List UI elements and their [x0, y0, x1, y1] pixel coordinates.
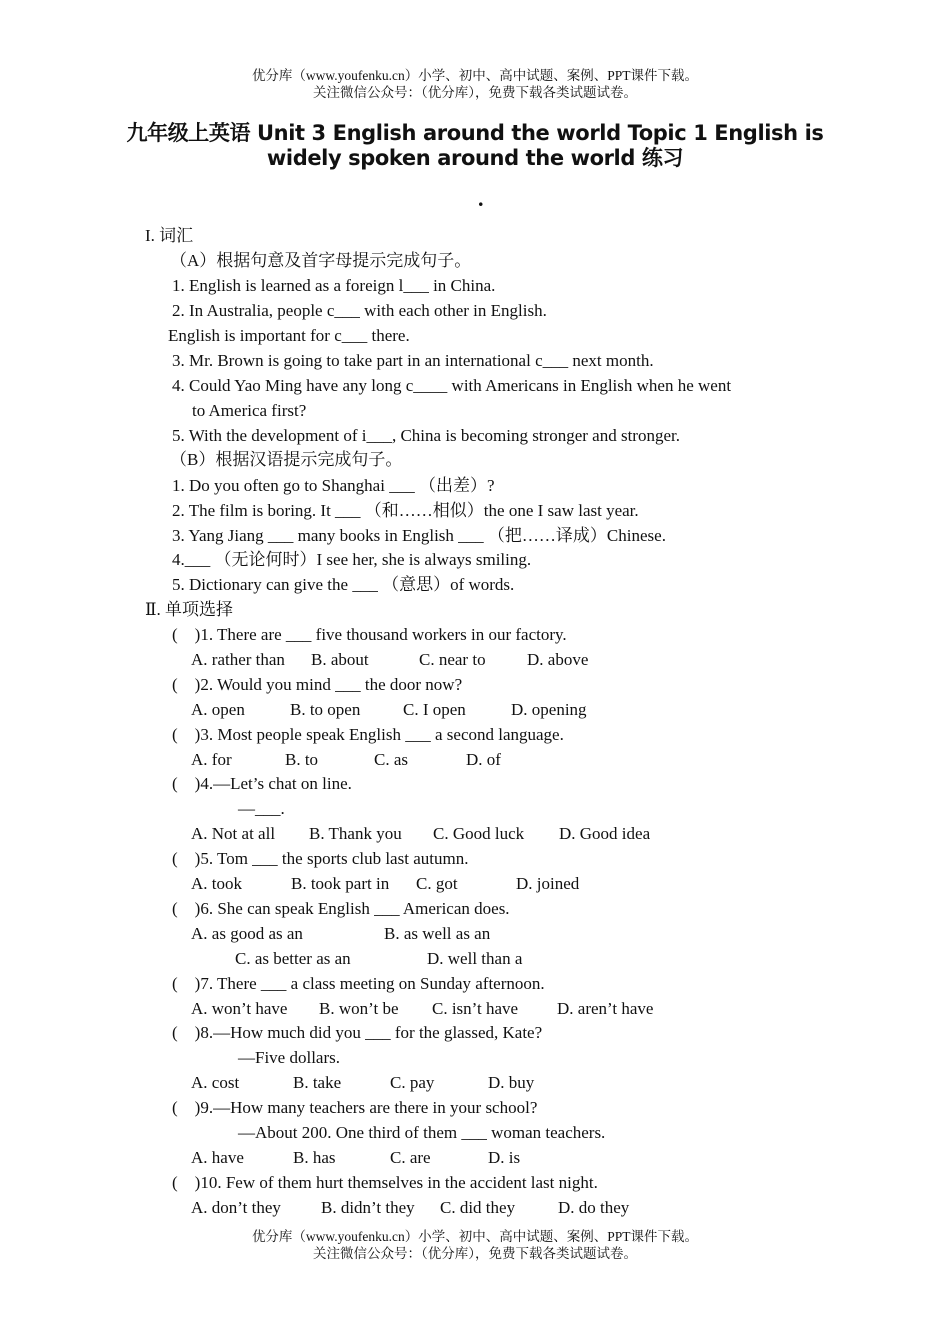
question-9-answer: —About 200. One third of them ___ woman teachers.	[238, 1123, 606, 1142]
q3-option-d: D. of	[466, 750, 501, 769]
q9-option-d: D. is	[488, 1148, 521, 1167]
q3-option-b: B. to	[285, 750, 319, 769]
question-6-stem: ( )6. She can speak English ___ American does.	[172, 899, 510, 918]
q10-option-a: A. don’t they	[191, 1198, 281, 1217]
q1-option-a: A. rather than	[191, 650, 285, 669]
question-1-stem: ( )1. There are ___ five thousand workers in our factory.	[172, 625, 567, 644]
q4-option-d: D. Good idea	[559, 824, 651, 843]
partB-line-5: 5. Dictionary can give the ___ （意思）of words.	[172, 575, 515, 594]
page-footer	[0, 1228, 950, 1262]
q8-option-a: A. cost	[191, 1073, 240, 1092]
question-4-stem: ( )4.—Let’s chat on line.	[172, 774, 352, 793]
q6-option-c: C. as better as an	[235, 949, 351, 968]
footer-line-1: 优分库（www.youfenku.cn）小学、初中、高中试题、案例、PPT课件下载。	[251, 1229, 699, 1244]
question-2-stem: ( )2. Would you mind ___ the door now?	[172, 675, 463, 694]
question-10-stem: ( )10. Few of them hurt themselves in the accident last night.	[172, 1173, 598, 1192]
q3-option-c: C. as	[374, 750, 408, 769]
partB-line-4: 4.___ （无论何时）I see her, she is always smiling.	[172, 550, 532, 569]
q2-option-a: A. open	[191, 700, 245, 719]
page-header	[0, 67, 950, 101]
q9-option-a: A. have	[191, 1148, 244, 1167]
q5-option-b: B. took part in	[291, 874, 390, 893]
q7-option-b: B. won’t be	[319, 999, 399, 1018]
q9-option-b: B. has	[293, 1148, 336, 1167]
question-7-stem: ( )7. There ___ a class meeting on Sunday afternoon.	[172, 974, 545, 993]
partA-heading: （A）根据句意及首字母提示完成句子。	[170, 251, 472, 270]
partA-line-1: 1. English is learned as a foreign l___ in China.	[172, 276, 496, 295]
title-line-1: 九年级上英语 Unit 3 English around the world Topic 1 English is	[126, 121, 824, 145]
q6-option-b: B. as well as an	[384, 924, 491, 943]
partA-line-5: 4. Could Yao Ming have any long c____ with Americans in English when he went	[172, 376, 732, 395]
q6-option-a: A. as good as an	[191, 924, 303, 943]
header-line-2: 关注微信公众号：（优分库），免费下载各类试题试卷。	[313, 85, 637, 100]
q7-option-a: A. won’t have	[191, 999, 288, 1018]
document-title	[100, 121, 850, 171]
title-line-2: widely spoken around the world 练习	[266, 146, 684, 170]
q5-option-a: A. took	[191, 874, 242, 893]
q7-option-c: C. isn’t have	[432, 999, 519, 1018]
q10-option-c: C. did they	[440, 1198, 516, 1217]
q1-option-b: B. about	[311, 650, 369, 669]
q10-option-b: B. didn’t they	[321, 1198, 415, 1217]
q3-option-a: A. for	[191, 750, 232, 769]
partA-line-4: 3. Mr. Brown is going to take part in an international c___ next month.	[172, 351, 654, 370]
q4-option-b: B. Thank you	[309, 824, 402, 843]
partA-line-7: 5. With the development of i___, China is becoming stronger and stronger.	[172, 426, 680, 445]
q5-option-c: C. got	[416, 874, 458, 893]
q1-option-d: D. above	[527, 650, 589, 669]
partB-line-1: 1. Do you often go to Shanghai ___ （出差）?	[172, 476, 495, 495]
q2-option-b: B. to open	[290, 700, 361, 719]
footer-line-2: 关注微信公众号：（优分库），免费下载各类试题试卷。	[313, 1246, 637, 1261]
partB-line-2: 2. The film is boring. It ___ （和……相似）the one I saw last year.	[172, 501, 639, 520]
partA-line-6: to America first?	[192, 401, 307, 420]
partA-line-3: English is important for c___ there.	[168, 326, 410, 345]
title-dot: .	[478, 186, 484, 211]
q10-option-d: D. do they	[558, 1198, 630, 1217]
q7-option-d: D. aren’t have	[557, 999, 654, 1018]
question-3-stem: ( )3. Most people speak English ___ a second language.	[172, 725, 564, 744]
q1-option-c: C. near to	[419, 650, 486, 669]
q8-option-d: D. buy	[488, 1073, 535, 1092]
q2-option-c: C. I open	[403, 700, 466, 719]
question-5-stem: ( )5. Tom ___ the sports club last autumn.	[172, 849, 469, 868]
partB-heading: （B）根据汉语提示完成句子。	[170, 450, 403, 469]
section1-heading: I. 词汇	[145, 226, 194, 245]
q2-option-d: D. opening	[511, 700, 587, 719]
q8-option-c: C. pay	[390, 1073, 435, 1092]
q5-option-d: D. joined	[516, 874, 580, 893]
question-9-stem: ( )9.—How many teachers are there in your school?	[172, 1098, 538, 1117]
q8-option-b: B. take	[293, 1073, 342, 1092]
question-8-answer: —Five dollars.	[238, 1048, 340, 1067]
question-4-answer: —___.	[238, 799, 285, 818]
q4-option-c: C. Good luck	[433, 824, 525, 843]
q6-option-d: D. well than a	[427, 949, 523, 968]
q9-option-c: C. are	[390, 1148, 431, 1167]
partA-line-2: 2. In Australia, people c___ with each other in English.	[172, 301, 547, 320]
q4-option-a: A. Not at all	[191, 824, 276, 843]
section2-heading: Ⅱ. 单项选择	[145, 600, 234, 619]
header-line-1: 优分库（www.youfenku.cn）小学、初中、高中试题、案例、PPT课件下载。	[251, 68, 699, 83]
question-8-stem: ( )8.—How much did you ___ for the glassed, Kate?	[172, 1023, 543, 1042]
partB-line-3: 3. Yang Jiang ___ many books in English ___ （把……译成）Chinese.	[172, 526, 666, 545]
